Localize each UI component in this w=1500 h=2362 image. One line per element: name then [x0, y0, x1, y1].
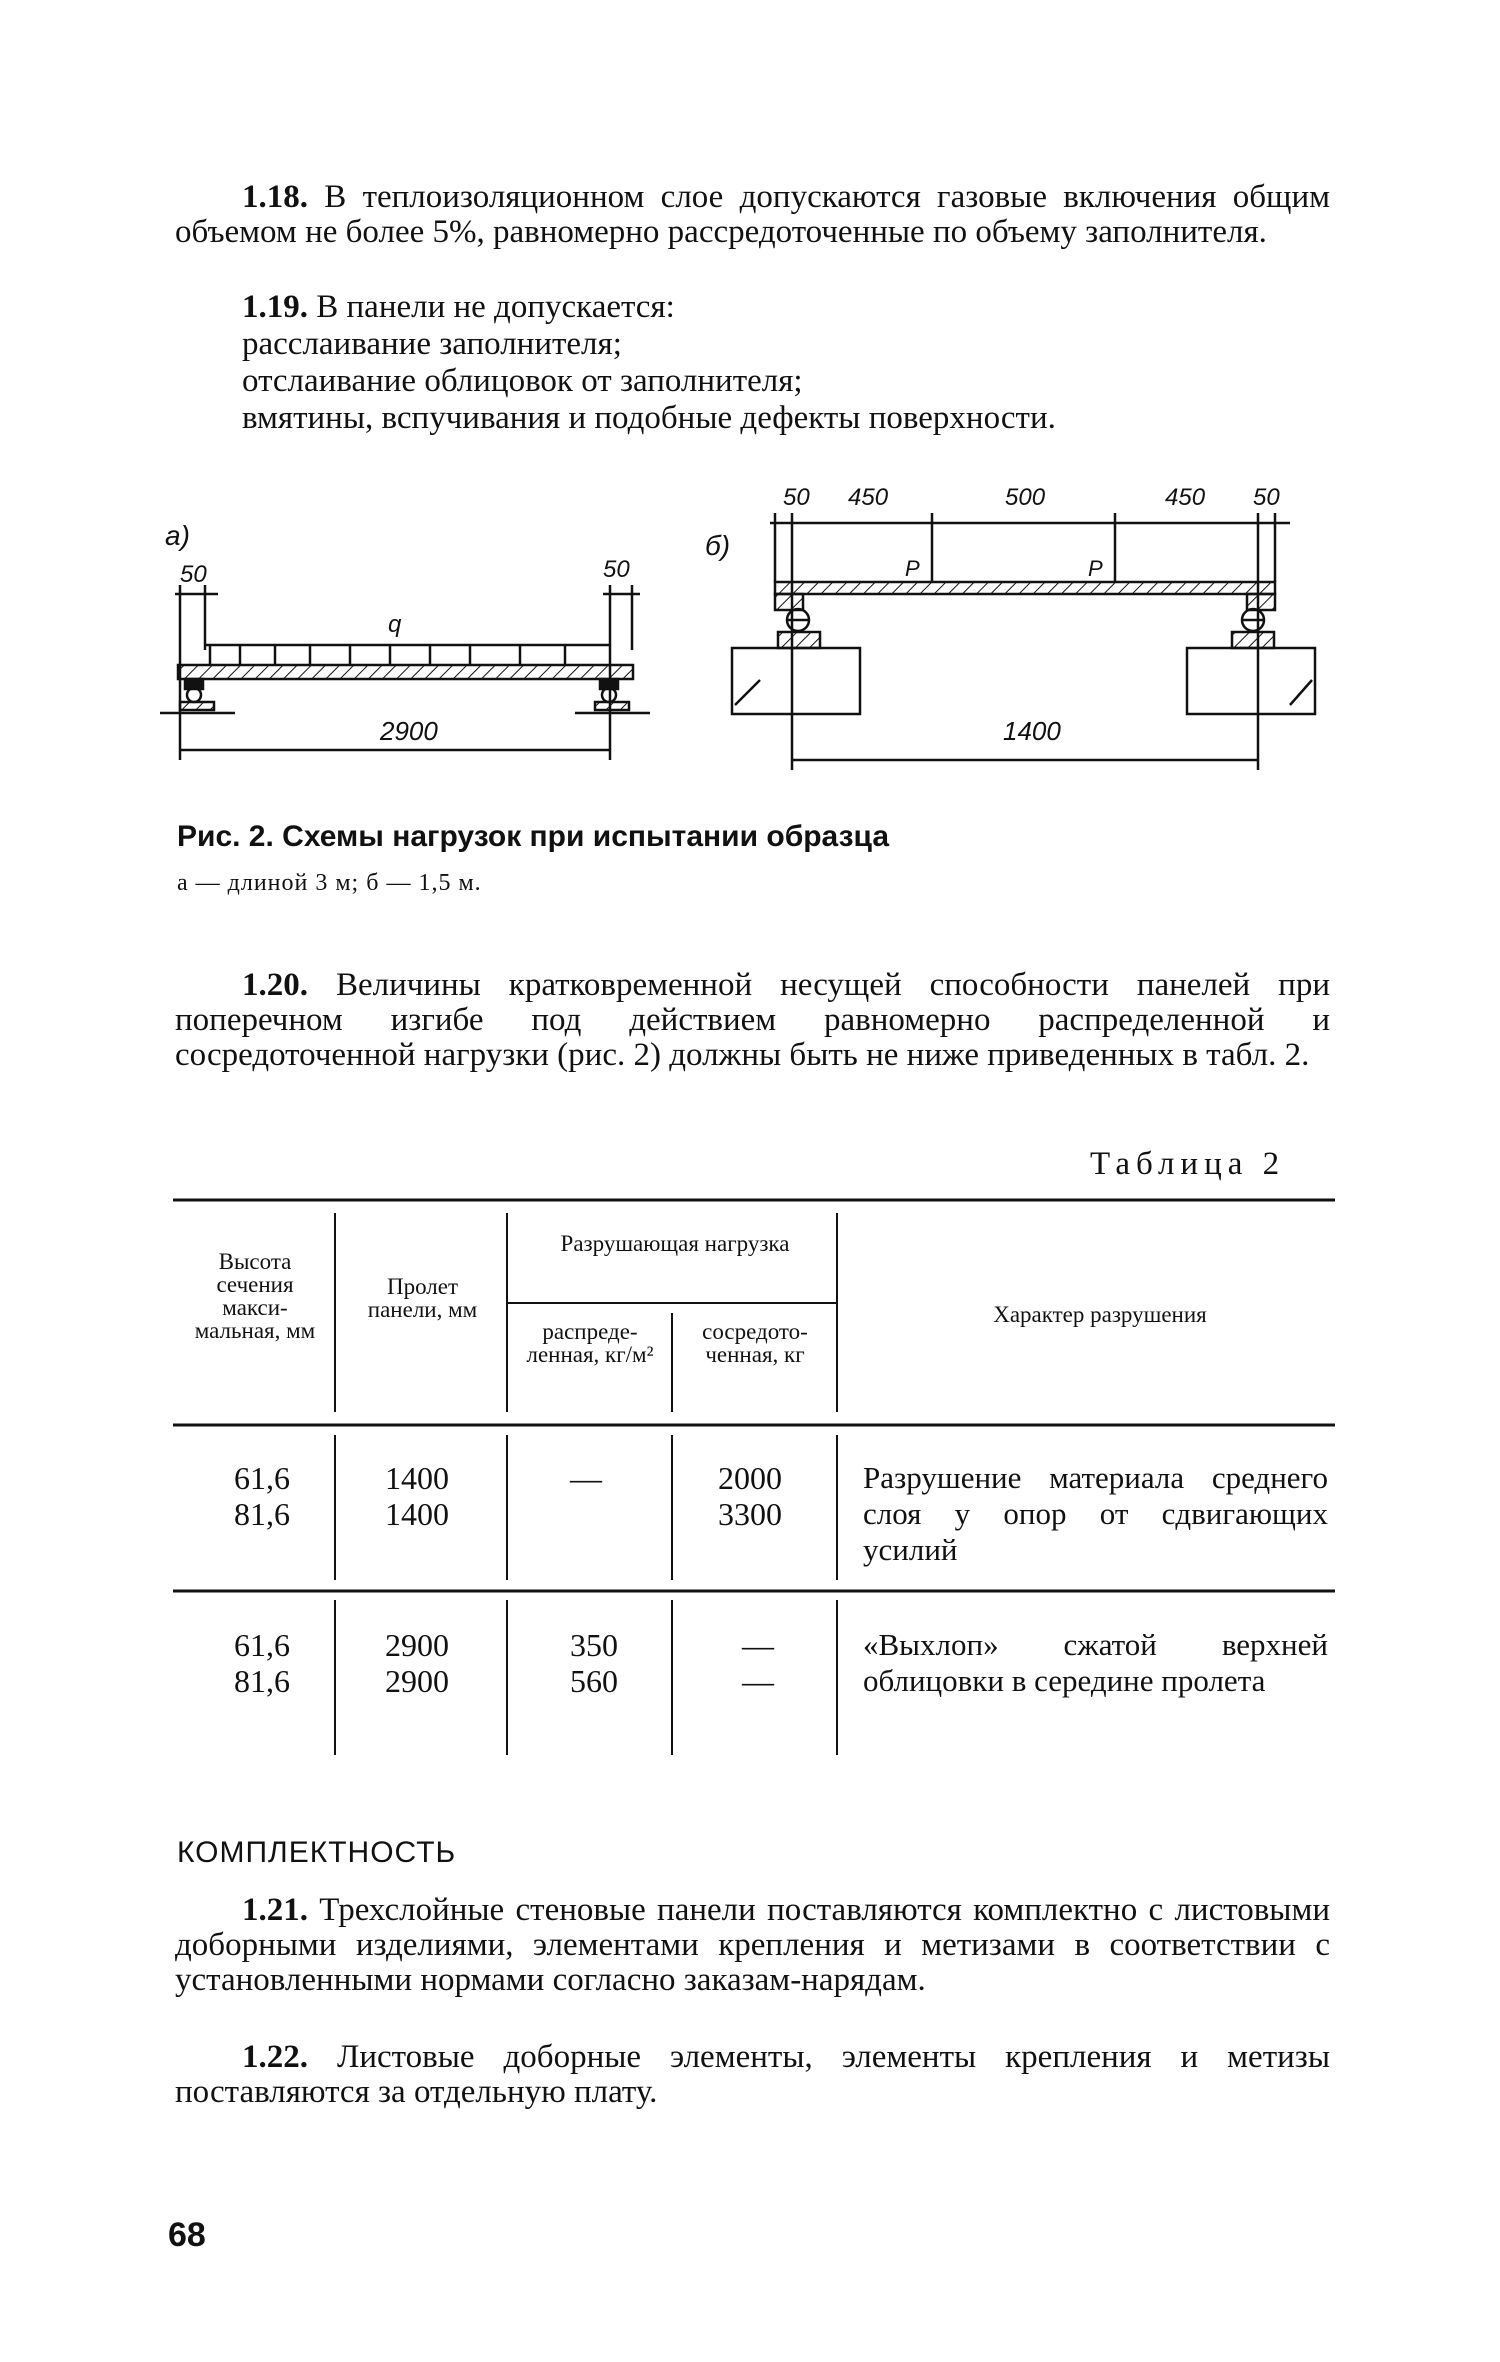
span-label-b: 1400 [1003, 716, 1061, 746]
paragraph-number: 1.21. [242, 1892, 308, 1928]
cell-concentrated: 3300 [718, 1496, 782, 1532]
cell-concentrated: 2000 [718, 1460, 782, 1496]
paragraph-text: В теплоизоляционном слое допускаются газовые включения общим объемом не более 5%, равномерно рассредоточенные по объему заполнителя. [175, 179, 1330, 250]
load-label: q [388, 611, 402, 638]
scheme-a-letter: а) [165, 520, 190, 551]
cell-height: 61,6 [234, 1627, 290, 1663]
dim-label: 450 [848, 484, 889, 511]
section-title: КОМПЛЕКТНОСТЬ [177, 1836, 457, 1869]
list-item: расслаивание заполнителя; [242, 326, 622, 362]
cell-span: 2900 [385, 1663, 449, 1699]
cell-height: 81,6 [234, 1496, 290, 1532]
dim-label: 500 [1005, 484, 1046, 511]
paragraph-number: 1.19. [242, 289, 308, 325]
paragraph-1-22 [175, 2040, 1330, 2110]
cell-span: 1400 [385, 1496, 449, 1532]
table-label: Таблица 2 [1090, 1146, 1286, 1182]
header-load: Разрушающая нагрузка [560, 1231, 790, 1256]
span-label-a: 2900 [380, 716, 438, 746]
paragraph-text: Трехслойные стеновые панели поставляются комплектно с листовыми доборными изделиями, элементами крепления и метизами в соответствии с установленными нормами согласно заказам-нарядам. [175, 1892, 1330, 1998]
cell-span: 1400 [385, 1460, 449, 1496]
paragraph-number: 1.20. [242, 967, 308, 1003]
force-label: P [1088, 556, 1103, 581]
cell-concentrated: — [742, 1627, 774, 1663]
cell-character: Разрушение материала среднего слоя у опор от сдвигающих усилий [863, 1460, 1328, 1567]
cell-height: 61,6 [234, 1460, 290, 1496]
cell-character: «Выхлоп» сжатой верхней облицовки в середине пролета [863, 1627, 1328, 1698]
figure-subcaption: а — длиной 3 м; б — 1,5 м. [177, 870, 482, 896]
paragraph-text: Величины кратковременной несущей способности панелей при поперечном изгибе под действием равномерно распределенной и сосредоточенной нагрузки (рис. 2) должны быть не ниже приведенных в табл. 2. [175, 967, 1330, 1073]
cell-distributed: — [570, 1460, 602, 1496]
list-item: отслаивание облицовок от заполнителя; [242, 363, 803, 399]
cell-distributed: 560 [570, 1663, 618, 1699]
dim-label: 50 [783, 484, 810, 511]
cell-span: 2900 [385, 1627, 449, 1663]
figure-caption: Рис. 2. Схемы нагрузок при испытании образца [177, 820, 890, 853]
paragraph-number: 1.18. [242, 179, 308, 215]
page-number: 68 [168, 2216, 206, 2254]
dim-right-label: 50 [603, 556, 630, 583]
header-height: Высота сечения макси-мальная, мм [194, 1249, 316, 1343]
dim-label: 450 [1165, 484, 1206, 511]
header-span: Пролет панели, мм [367, 1274, 478, 1322]
header-distributed: распреде-ленная, кг/м² [526, 1319, 654, 1367]
dim-label: 50 [1253, 484, 1280, 511]
force-label: P [905, 556, 920, 581]
paragraph-text: В панели не допускается: [308, 289, 675, 325]
paragraph-text: Листовые доборные элементы, элементы крепления и метизы поставляются за отдельную плату. [175, 2039, 1330, 2110]
list-item: вмятины, вспучивания и подобные дефекты поверхности. [242, 400, 1056, 436]
paragraph-number: 1.22. [242, 2039, 308, 2075]
header-concentrated: сосредото-ченная, кг [702, 1319, 808, 1367]
dim-left-label: 50 [180, 561, 207, 588]
paragraph-1-21 [175, 1893, 1330, 1998]
scheme-b-letter: б) [705, 530, 731, 561]
header-character: Характер разрушения [993, 1302, 1207, 1327]
cell-height: 81,6 [234, 1663, 290, 1699]
cell-concentrated: — [742, 1663, 774, 1699]
cell-distributed: 350 [570, 1627, 618, 1663]
